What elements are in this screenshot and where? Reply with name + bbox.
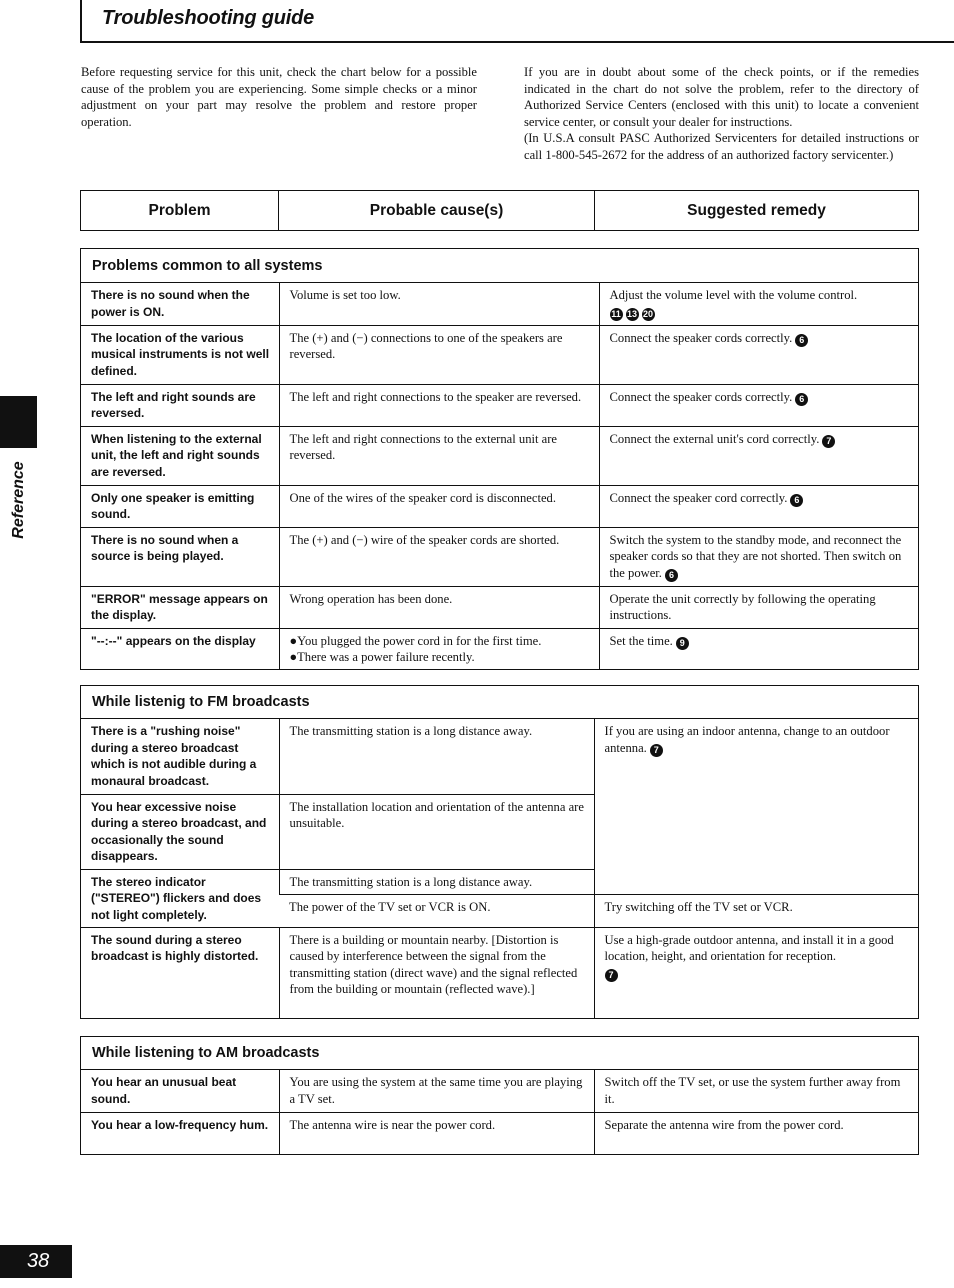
- reference-number-icon: 6: [795, 393, 808, 406]
- reference-number-icon: 7: [822, 435, 835, 448]
- header-remedy: Suggested remedy: [687, 201, 826, 219]
- side-label: Reference: [10, 461, 27, 539]
- problem-cell: When listening to the external unit, the left and right sounds are reversed.: [81, 426, 279, 485]
- cause-cell: The (+) and (−) wire of the speaker cords are shorted.: [279, 527, 599, 586]
- side-tab: [0, 396, 37, 448]
- cause-cell: One of the wires of the speaker cord is disconnected.: [279, 485, 599, 527]
- cause-cell: The left and right connections to the external unit are reversed.: [279, 426, 599, 485]
- table-row: [81, 283, 918, 325]
- cause-cell: The left and right connections to the speaker are reversed.: [279, 384, 599, 426]
- remedy-text: Connect the speaker cords correctly.: [609, 389, 793, 404]
- table-row: [81, 527, 918, 586]
- reference-number-icon: 13: [626, 308, 637, 319]
- cause-line: ●There was a power failure recently.: [289, 650, 475, 664]
- troubleshooting-table: [81, 1070, 918, 1154]
- problem-cell: You hear a low-frequency hum.: [81, 1112, 279, 1154]
- problem-cell: The stereo indicator ("STEREO") flickers and does not light completely.: [81, 869, 279, 927]
- problem-cell: Only one speaker is emitting sound.: [81, 485, 279, 527]
- remedy-text: Connect the speaker cord correctly.: [609, 490, 788, 505]
- remedy-cell: [599, 527, 918, 586]
- problem-cell: You hear an unusual beat sound.: [91, 1075, 237, 1106]
- intro-right-usa: (In U.S.A consult PASC Authorized Servicenters for detailed instructions or call 1-800-545-2672 for the address of an authorized factory servicenter.): [524, 131, 919, 162]
- remedy-cell: [594, 927, 918, 1018]
- remedy-cell: [599, 485, 918, 527]
- remedy-cell: Separate the antenna wire from the power cord.: [594, 1112, 918, 1154]
- table-row: [81, 384, 918, 426]
- table-row: [81, 1070, 918, 1112]
- problem-cell: The left and right sounds are reversed.: [81, 384, 279, 426]
- reference-number-icon: 6: [665, 569, 678, 582]
- table-row: [81, 1112, 918, 1154]
- remedy-cell: [599, 628, 918, 669]
- intro-left: Before requesting service for this unit, check the chart below for a possible cause of the problem you are experiencing. Some simple checks or a minor adjustment on your part may resolve the problem and restore proper operation.: [81, 65, 477, 129]
- remedy-text: Set the time.: [609, 633, 673, 648]
- title-underline: [80, 41, 954, 43]
- remedy-text: If you are using an indoor antenna, change to an outdoor antenna.: [604, 724, 890, 755]
- reference-number-icon: 9: [676, 637, 689, 650]
- cause-cell: The power of the TV set or VCR is ON.: [279, 894, 594, 927]
- table-row: [81, 325, 918, 384]
- title-rule: [80, 0, 82, 43]
- problem-cell: "ERROR" message appears on the display.: [81, 586, 279, 628]
- cause-cell: The installation location and orientation of the antenna are unsuitable.: [279, 794, 594, 869]
- problem-cell: You hear excessive noise during a stereo broadcast, and occasionally the sound disappears.: [81, 794, 279, 869]
- intro-right: [524, 64, 919, 163]
- remedy-text: Connect the external unit's cord correctly.: [609, 431, 820, 446]
- problem-cell: The location of the various musical instruments is not well defined.: [81, 325, 279, 384]
- section-title: While listenig to FM broadcasts: [81, 686, 918, 719]
- remedy-text: Connect the speaker cords correctly.: [609, 330, 793, 345]
- table-row: [81, 586, 918, 628]
- cause-cell: The transmitting station is a long distance away.: [279, 869, 594, 894]
- troubleshooting-table: [81, 719, 918, 1018]
- reference-number-icon: 20: [642, 308, 653, 319]
- problem-cell: There is no sound when the power is ON.: [91, 288, 250, 319]
- cause-cell: [279, 628, 599, 669]
- table-row: [81, 927, 918, 1018]
- reference-number-icon: 11: [611, 308, 621, 319]
- cause-cell: The antenna wire is near the power cord.: [279, 1112, 594, 1154]
- problem-cell: There is no sound when a source is being played.: [81, 527, 279, 586]
- problem-cell: The sound during a stereo broadcast is highly distorted.: [81, 927, 279, 1018]
- intro-right-text: If you are in doubt about some of the check points, or if the remedies indicated in the chart do not solve the problem, refer to the directory of Authorized Service Centers (enclosed with this unit) to locate a convenient service center, or consult your dealer for instructions.: [524, 65, 919, 129]
- cause-cell: The (+) and (−) connections to one of the speakers are reversed.: [279, 325, 599, 384]
- column-header: [80, 190, 919, 231]
- remedy-cell: [599, 283, 918, 325]
- reference-number-icon: 6: [790, 494, 803, 507]
- remedy-cell: [599, 384, 918, 426]
- header-problem: Problem: [81, 191, 279, 230]
- reference-number-icon: 6: [795, 334, 808, 347]
- reference-number-icon: 7: [605, 969, 618, 982]
- troubleshooting-table: [81, 283, 918, 669]
- table-row: [81, 719, 918, 794]
- table-row: [81, 485, 918, 527]
- remedy-text: Switch the system to the standby mode, and reconnect the speaker cords so that they are not shorted. Then switch on the power.: [609, 532, 902, 580]
- section-title: Problems common to all systems: [81, 249, 918, 283]
- remedy-cell: [599, 325, 918, 384]
- table-row: [81, 426, 918, 485]
- cause-cell: Volume is set too low.: [279, 283, 599, 325]
- problem-cell: There is a "rushing noise" during a stereo broadcast which is not audible during a monaural broadcast.: [91, 724, 257, 788]
- problem-cell: "--:--" appears on the display: [81, 628, 279, 669]
- cause-cell: You are using the system at the same time you are playing a TV set.: [279, 1070, 594, 1112]
- remedy-text: Use a high-grade outdoor antenna, and install it in a good location, height, and orientation for reception.: [604, 932, 894, 963]
- cause-line: ●You plugged the power cord in for the first time.: [289, 633, 542, 648]
- reference-number-icon: 7: [650, 744, 663, 757]
- section-all-systems: [80, 248, 919, 670]
- remedy-cell: Switch off the TV set, or use the system further away from it.: [594, 1070, 918, 1112]
- page-number: 38: [0, 1245, 72, 1278]
- section-am: [80, 1036, 919, 1155]
- remedy-cell: Operate the unit correctly by following the operating instructions.: [599, 586, 918, 628]
- remedy-cell: [599, 426, 918, 485]
- table-row: [81, 628, 918, 669]
- remedy-cell: Try switching off the TV set or VCR.: [594, 894, 918, 927]
- cause-cell: The transmitting station is a long distance away.: [279, 719, 594, 794]
- header-cause: Probable cause(s): [279, 191, 595, 230]
- page-title: Troubleshooting guide: [102, 7, 315, 29]
- remedy-text: Adjust the volume level with the volume control.: [609, 288, 858, 302]
- section-fm: [80, 685, 919, 1019]
- remedy-cell: [594, 719, 918, 894]
- cause-cell: Wrong operation has been done.: [279, 586, 599, 628]
- section-title: While listening to AM broadcasts: [81, 1037, 918, 1070]
- cause-cell: There is a building or mountain nearby. [Distortion is caused by interference between the signal from the transmitting station (direct wave) and the signal reflected from the building or mountain (reflected wave).]: [279, 927, 594, 1018]
